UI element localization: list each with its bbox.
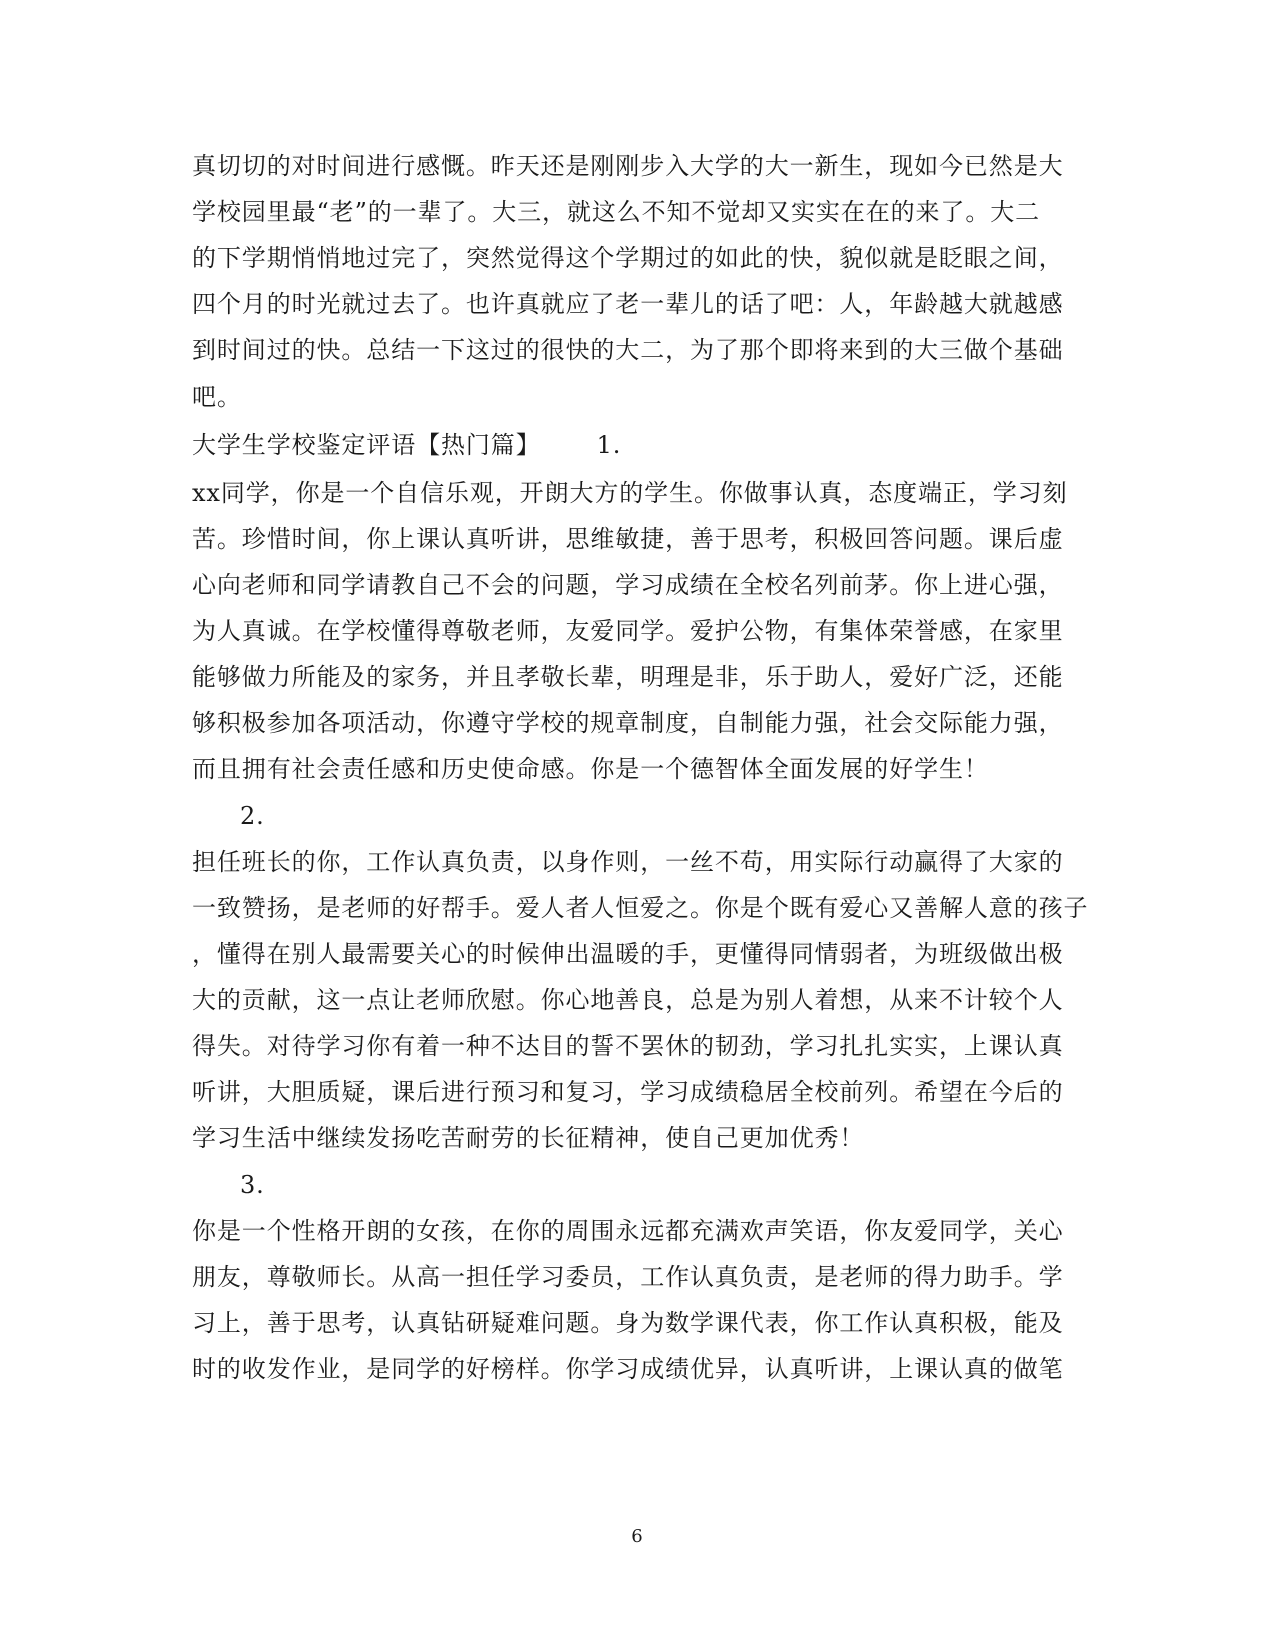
text-line: xx同学，你是一个自信乐观，开朗大方的学生。你做事认真，态度端正，学习刻: [192, 479, 1068, 507]
text-line: 习上，善于思考，认真钻研疑难问题。身为数学课代表，你工作认真积极，能及: [192, 1309, 1064, 1337]
text-line: 得失。对待学习你有着一种不达目的誓不罢休的韧劲，学习扎扎实实，上课认真: [192, 1032, 1064, 1060]
item-number: 2.: [240, 802, 265, 830]
text-line: 能够做力所能及的家务，并且孝敬长辈，明理是非，乐于助人，爱好广泛，还能: [192, 663, 1064, 691]
page-number: 6: [631, 1526, 643, 1547]
section-heading: [192, 429, 621, 461]
text-line: 的下学期悄悄地过完了，突然觉得这个学期过的如此的快，貌似就是眨眼之间，: [192, 244, 1064, 272]
text-line: 学校园里最“老”的一辈了。大三，就这么不知不觉却又实实在在的来了。大二: [192, 198, 1041, 226]
text-line: 真切切的对时间进行感慨。昨天还是刚刚步入大学的大一新生，现如今已然是大: [192, 152, 1064, 180]
text-line: 心向老师和同学请教自己不会的问题，学习成绩在全校名列前茅。你上进心强，: [192, 571, 1064, 599]
text-line: 到时间过的快。总结一下这过的很快的大二，为了那个即将来到的大三做个基础: [192, 336, 1064, 364]
text-line: 四个月的时光就过去了。也许真就应了老一辈儿的话了吧：人，年龄越大就越感: [192, 290, 1064, 318]
text-line: 学习生活中继续发扬吃苦耐劳的长征精神，使自己更加优秀！: [192, 1124, 865, 1152]
text-line: 够积极参加各项活动，你遵守学校的规章制度，自制能力强，社会交际能力强，: [192, 709, 1064, 737]
text-line: 而且拥有社会责任感和历史使命感。你是一个德智体全面发展的好学生！: [192, 755, 989, 783]
text-line: 苦。珍惜时间，你上课认真听讲，思维敏捷，善于思考，积极回答问题。课后虚: [192, 525, 1064, 553]
text-line: 一致赞扬，是老师的好帮手。爱人者人恒爱之。你是个既有爱心又善解人意的孩子: [192, 894, 1089, 922]
text-line: 担任班长的你，工作认真负责，以身作则，一丝不苟，用实际行动赢得了大家的: [192, 848, 1064, 876]
heading-number: 1.: [596, 431, 622, 459]
text-line: 吧。: [192, 383, 242, 411]
heading-title: 大学生学校鉴定评语【热门篇】: [192, 431, 541, 459]
text-line: ，懂得在别人最需要关心的时候伸出温暖的手，更懂得同情弱者，为班级做出极: [192, 940, 1064, 968]
text-line: 听讲，大胆质疑，课后进行预习和复习，学习成绩稳居全校前列。希望在今后的: [192, 1078, 1064, 1106]
text-line: 你是一个性格开朗的女孩，在你的周围永远都充满欢声笑语，你友爱同学，关心: [192, 1217, 1064, 1245]
item-number: 3.: [240, 1171, 265, 1199]
text-line: 朋友，尊敬师长。从高一担任学习委员，工作认真负责，是老师的得力助手。学: [192, 1263, 1064, 1291]
text-line: 时的收发作业，是同学的好榜样。你学习成绩优异，认真听讲，上课认真的做笔: [192, 1355, 1064, 1383]
text-line: 大的贡献，这一点让老师欣慰。你心地善良，总是为别人着想，从来不计较个人: [192, 986, 1064, 1014]
text-line: 为人真诚。在学校懂得尊敬老师，友爱同学。爱护公物，有集体荣誉感，在家里: [192, 617, 1064, 645]
